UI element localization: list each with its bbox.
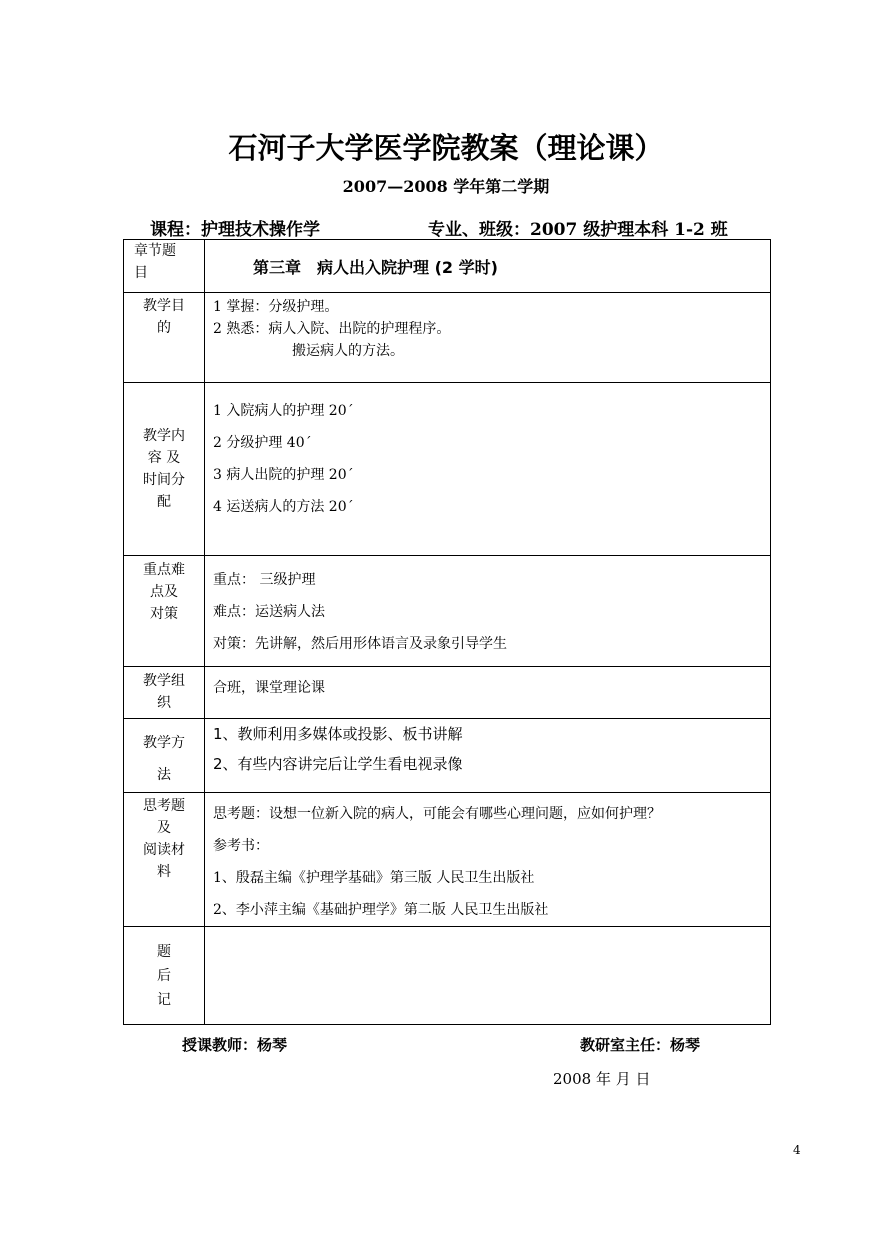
content-list: 1 入院病人的护理 20´ 2 分级护理 40´ 3 病人出院的护理 20´ 4 运送病人的方法 20´ bbox=[205, 383, 771, 556]
row-organization bbox=[124, 667, 771, 719]
label-objective: 教学目 的 bbox=[124, 293, 205, 383]
objective-content: 1 掌握：分级护理。 2 熟悉：病人入院、出院的护理程序。 搬运病人的方法。 bbox=[205, 293, 771, 383]
department-head-signature: 教研室主任：杨琴 bbox=[580, 1036, 701, 1054]
row-method bbox=[124, 719, 771, 793]
label-postscript: 题 后 记 bbox=[124, 927, 205, 1025]
row-objective bbox=[124, 293, 771, 383]
organization-content: 合班，课堂理论课 bbox=[205, 667, 771, 719]
label-content: 教学内 容 及 时间分 配 bbox=[124, 383, 205, 556]
label-chapter: 章节题 目 bbox=[124, 240, 205, 293]
row-content bbox=[124, 383, 771, 556]
keypoints-content: 重点： 三级护理 难点：运送病人法 对策：先讲解，然后用形体语言及录象引导学生 bbox=[205, 556, 771, 667]
lesson-plan-table bbox=[123, 239, 771, 1025]
label-organization: 教学组 织 bbox=[124, 667, 205, 719]
label-keypoints: 重点难 点及 对策 bbox=[124, 556, 205, 667]
date-line: 2008 年 月 日 bbox=[553, 1070, 651, 1088]
document-title: 石河子大学医学院教案（理论课） bbox=[228, 131, 664, 165]
reading-content: 思考题：设想一位新入院的病人，可能会有哪些心理问题，应如何护理？ 参考书： 1、殷磊主编《护理学基础》第三版 人民卫生出版社 2、李小萍主编《基础护理学》第二版 人民卫生出版社 bbox=[205, 793, 771, 927]
chapter-title: 第三章 病人出入院护理 (2 学时) bbox=[205, 240, 771, 293]
postscript-content bbox=[205, 927, 771, 1025]
teacher-signature: 授课教师：杨琴 bbox=[182, 1036, 288, 1054]
row-keypoints bbox=[124, 556, 771, 667]
course-line: 课程：护理技术操作学 bbox=[150, 220, 320, 240]
semester-line: 2007—2008 学年第二学期 bbox=[342, 177, 550, 196]
label-method: 教学方 法 bbox=[124, 719, 205, 793]
method-content: 1、教师利用多媒体或投影、板书讲解 2、有些内容讲完后让学生看电视录像 bbox=[205, 719, 771, 793]
row-postscript bbox=[124, 927, 771, 1025]
row-reading bbox=[124, 793, 771, 927]
page-number: 4 bbox=[793, 1143, 801, 1157]
major-class-line: 专业、班级：2007 级护理本科 1-2 班 bbox=[428, 220, 728, 240]
label-reading: 思考题 及 阅读材 料 bbox=[124, 793, 205, 927]
row-chapter bbox=[124, 240, 771, 293]
